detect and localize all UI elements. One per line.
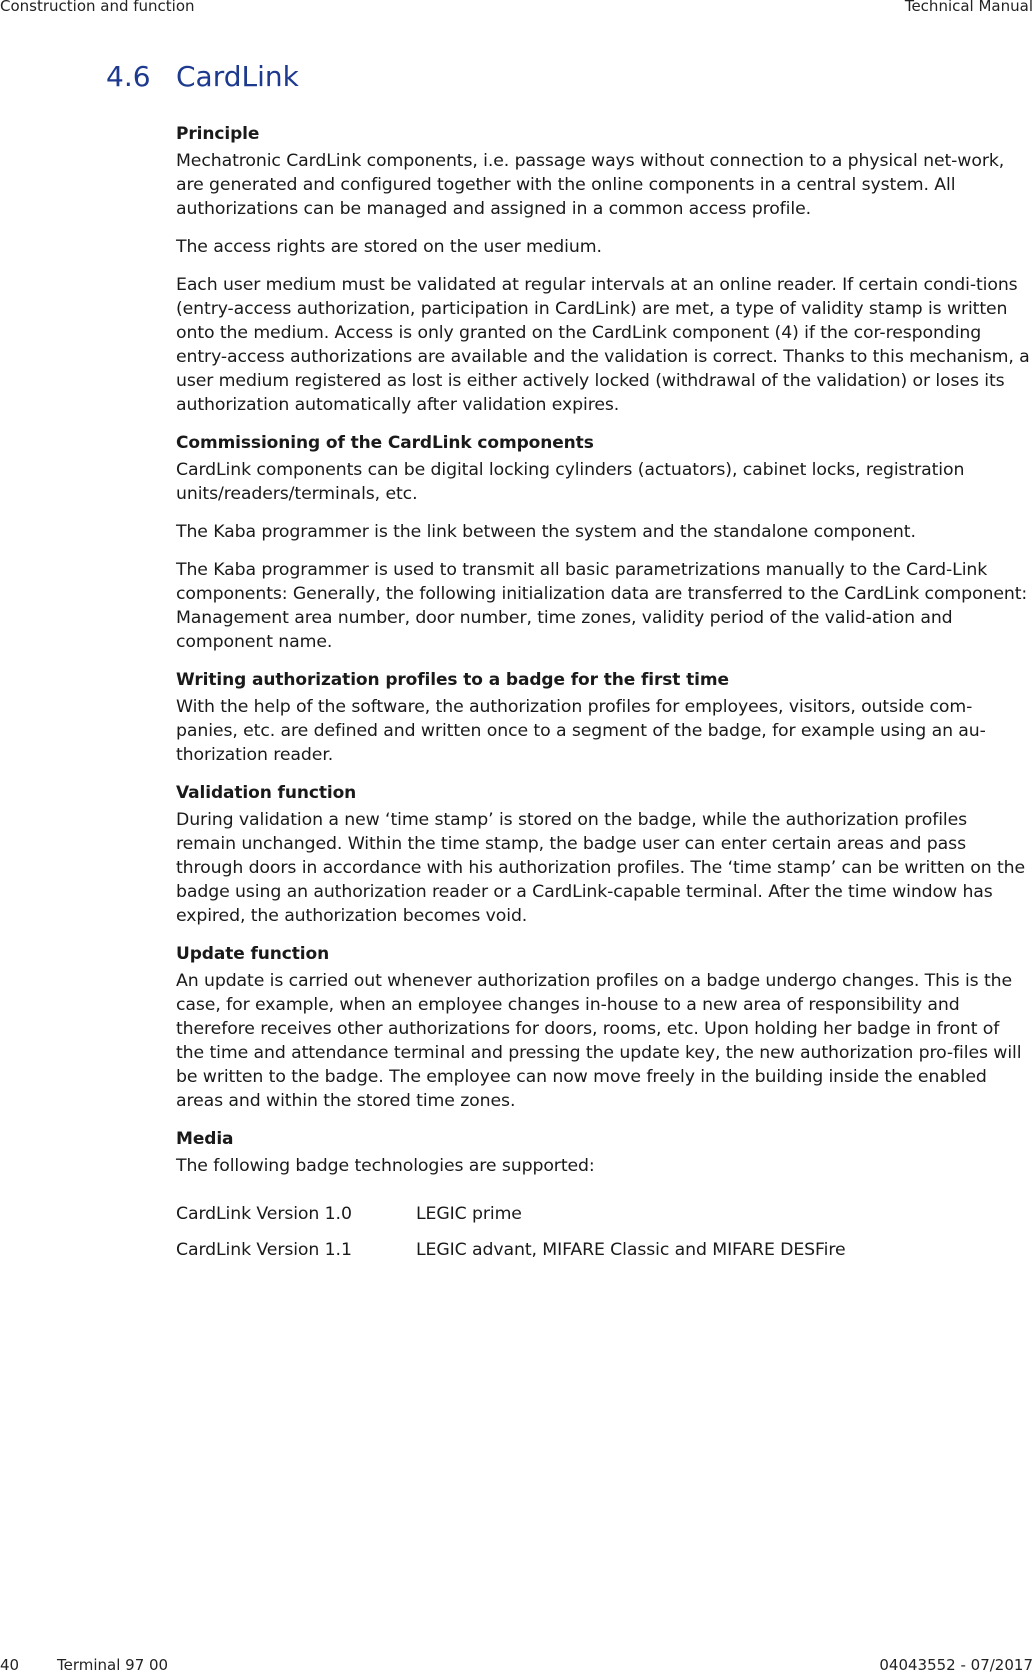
paragraph: Each user medium must be validated at regular intervals at an online reader. If certain condi-tions (entry-access authorization, participation in CardLink) are met, a type of validity stamp is written onto the medium. Access is only granted on the CardLink component (4) if the cor-responding entry-access authorizations are available and the validation is correct. Thanks to this mechanism, a user medium registered as lost is either actively locked (withdrawal of the validation) or loses its authorization automatically after validation expires. [176, 275, 1030, 415]
validation-section [176, 781, 1031, 928]
principle-section [176, 122, 1031, 417]
principle-heading: Principle [176, 124, 260, 144]
paragraph: CardLink components can be digital locking cylinders (actuators), cabinet locks, registration units/readers/terminals, etc. [176, 460, 965, 504]
running-header-chapter: Construction and function [0, 0, 195, 15]
content-body [176, 122, 1031, 1274]
document-id: 04043552 - 07/2017 [879, 1656, 1033, 1674]
version-cell: CardLink Version 1.1 [176, 1240, 352, 1260]
media-section [176, 1127, 1031, 1274]
validation-heading: Validation function [176, 783, 357, 803]
writing-heading: Writing authorization profiles to a badge for the first time [176, 670, 729, 690]
section-title [106, 60, 299, 93]
paragraph: The access rights are stored on the user medium. [176, 237, 602, 257]
version-cell: CardLink Version 1.0 [176, 1204, 352, 1224]
writing-section [176, 668, 1031, 767]
technology-cell: LEGIC advant, MIFARE Classic and MIFARE DESFire [416, 1240, 846, 1260]
table-row [176, 1202, 846, 1238]
running-header-manual: Technical Manual [904, 0, 1033, 15]
commissioning-section [176, 431, 1031, 654]
media-table [176, 1202, 846, 1274]
media-intro: The following badge technologies are supported: [176, 1156, 595, 1176]
update-section [176, 942, 1031, 1113]
paragraph: An update is carried out whenever authorization profiles on a badge undergo changes. This is the case, for example, when an employee changes in-house to a new area of responsibility and therefore receives other authorizations for doors, rooms, etc. Upon holding her badge in front of the time and attendance terminal and pressing the update key, the new authorization pro-files will be written to the badge. The employee can now move freely in the building inside the enabled areas and within the stored time zones. [176, 971, 1022, 1111]
update-heading: Update function [176, 944, 330, 964]
commissioning-heading: Commissioning of the CardLink components [176, 433, 594, 453]
paragraph: The Kaba programmer is used to transmit all basic parametrizations manually to the Card-Link components: Generally, the following initialization data are transferred to the CardLink component: Management area number, door number, time zones, validity period of the valid-ation and component name. [176, 560, 1028, 652]
section-title-text: CardLink [176, 60, 299, 93]
technology-cell: LEGIC prime [416, 1204, 522, 1224]
paragraph: Mechatronic CardLink components, i.e. passage ways without connection to a physical net-work, are generated and configured together with the online components in a central system. All authorizations can be managed and assigned in a common access profile. [176, 151, 1005, 219]
section-number: 4.6 [106, 60, 151, 93]
document-name: Terminal 97 00 [57, 1656, 169, 1674]
paragraph: The Kaba programmer is the link between the system and the standalone component. [176, 522, 916, 542]
table-row [176, 1238, 846, 1274]
paragraph: During validation a new ‘time stamp’ is stored on the badge, while the authorization profiles remain unchanged. Within the time stamp, the badge user can enter certain areas and pass through doors in accordance with his authorization profiles. The ‘time stamp’ can be written on the badge using an authorization reader or a CardLink-capable terminal. After the time window has expired, the authorization becomes void. [176, 810, 1026, 926]
page-number: 40 [0, 1656, 20, 1674]
media-heading: Media [176, 1129, 234, 1149]
paragraph: With the help of the software, the authorization profiles for employees, visitors, outside com-panies, etc. are defined and written once to a segment of the badge, for example using an au-thorization reader. [176, 697, 986, 765]
